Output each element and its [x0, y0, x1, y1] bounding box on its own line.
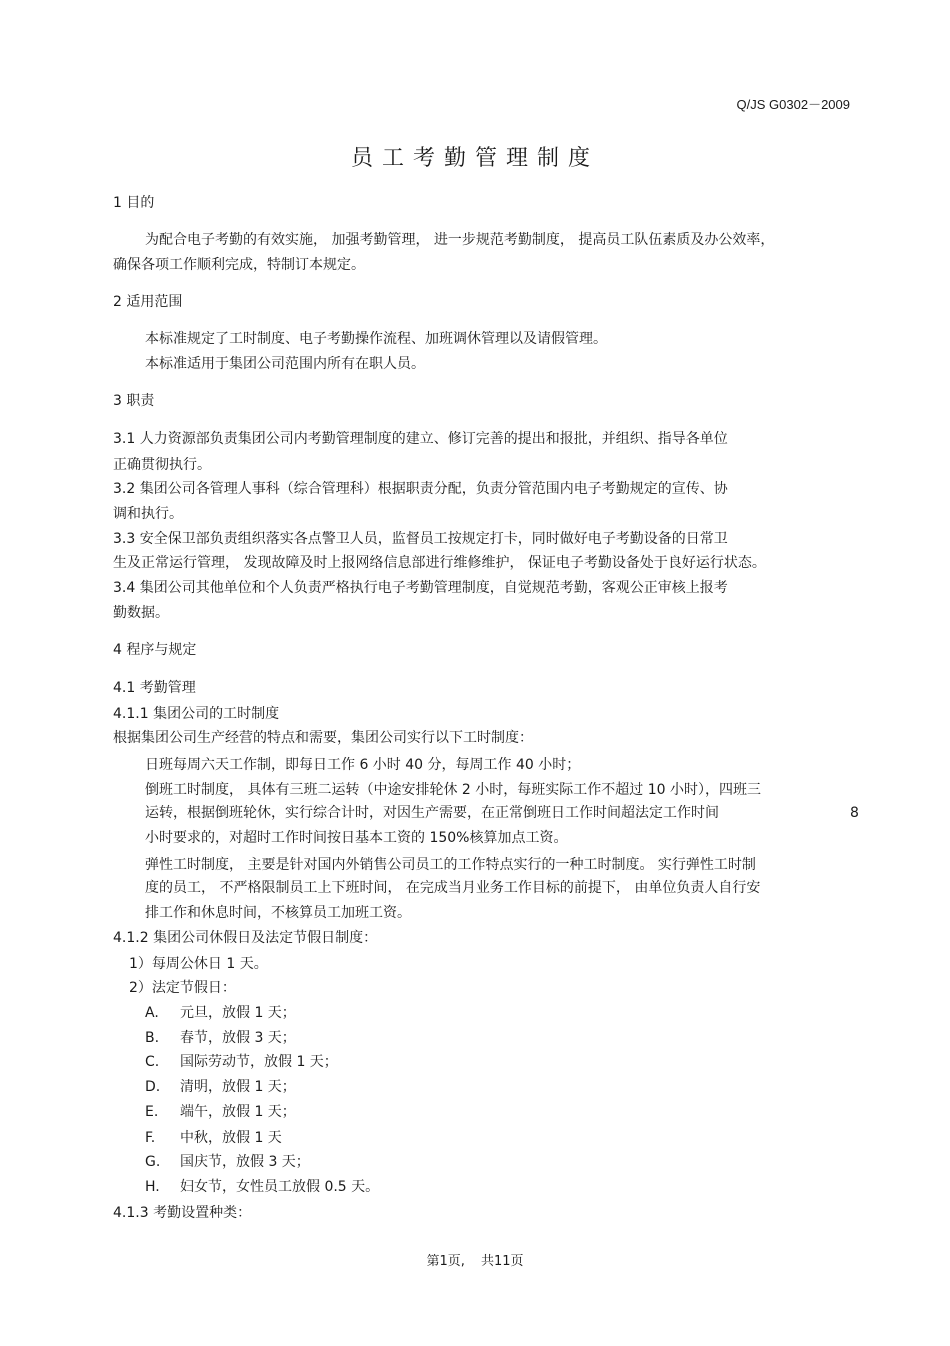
list-marker: A. — [145, 1005, 159, 1021]
paragraph-line: 日班每周六天工作制，即每日工作 6 小时 40 分，每周工作 40 小时； — [145, 757, 581, 773]
section-heading: 3 职责 — [113, 393, 155, 409]
paragraph-line: 小时要求的，对超时工作时间按日基本工资的 150%核算加点工资。 — [145, 830, 568, 846]
paragraph-line: 生及正常运行管理， 发现故障及时上报网络信息部进行维修维护， 保证电子考勤设备处于良好运行状态。 — [113, 555, 766, 571]
paragraph-line: 正确贯彻执行。 — [113, 457, 211, 473]
page-footer — [0, 1250, 950, 1269]
list-item: 妇女节，女性员工放假 0.5 天。 — [180, 1179, 380, 1195]
paragraph-line: 调和执行。 — [113, 506, 183, 522]
list-item: 中秋，放假 1 天 — [180, 1130, 282, 1146]
paragraph-line: 度的员工， 不严格限制员工上下班时间， 在完成当月业务工作目标的前提下， 由单位负责人自行安 — [145, 880, 761, 896]
section-heading: 1 目的 — [113, 195, 155, 211]
list-marker: F. — [145, 1130, 156, 1146]
paragraph-line: 3.4 集团公司其他单位和个人负责严格执行电子考勤管理制度，自觉规范考勤，客观公正审核上报考 — [113, 580, 728, 596]
paragraph-line: 8 — [850, 805, 859, 821]
list-marker: D. — [145, 1079, 161, 1095]
paragraph-line: 确保各项工作顺利完成，特制订本规定。 — [113, 257, 365, 273]
subsection-heading: 4.1 考勤管理 — [113, 680, 196, 696]
paragraph-line: 本标准规定了工时制度、电子考勤操作流程、加班调休管理以及请假管理。 — [145, 331, 607, 347]
list-item: 元旦，放假 1 天； — [180, 1005, 296, 1021]
paragraph-line: 3.2 集团公司各管理人事科（综合管理科）根据职责分配，负责分管范围内电子考勤规定的宣传、协 — [113, 481, 728, 497]
subsection-heading: 4.1.3 考勤设置种类： — [113, 1205, 252, 1221]
paragraph-line: 3.1 人力资源部负责集团公司内考勤管理制度的建立、修订完善的提出和报批，并组织、指导各单位 — [113, 431, 728, 447]
paragraph-line: 排工作和休息时间，不核算员工加班工资。 — [145, 905, 411, 921]
section-heading: 2 适用范围 — [113, 294, 183, 310]
list-item: 清明，放假 1 天； — [180, 1079, 296, 1095]
document-number: Q/JS G0302－2009 — [736, 97, 850, 112]
list-marker: G. — [145, 1154, 161, 1170]
list-item: 国庆节，放假 3 天； — [180, 1154, 310, 1170]
page-number: 第1页, — [426, 1254, 465, 1269]
list-item: 2）法定节假日： — [129, 980, 236, 996]
list-marker: H. — [145, 1179, 160, 1195]
list-marker: C. — [145, 1054, 160, 1070]
paragraph-line: 运转，根据倒班轮休，实行综合计时，对因生产需要，在正常倒班日工作时间超法定工作时间 — [145, 805, 719, 821]
list-item: 国际劳动节，放假 1 天； — [180, 1054, 338, 1070]
list-item: 端午，放假 1 天； — [180, 1104, 296, 1120]
paragraph-line: 倒班工时制度， 具体有三班二运转（中途安排轮休 2 小时，每班实际工作不超过 10 小时），四班三 — [145, 782, 761, 798]
section-heading: 4 程序与规定 — [113, 642, 197, 658]
list-item: 1）每周公休日 1 天。 — [129, 956, 268, 972]
paragraph-line: 根据集团公司生产经营的特点和需要，集团公司实行以下工时制度： — [113, 730, 533, 746]
paragraph-line: 勤数据。 — [113, 605, 169, 621]
paragraph-line: 本标准适用于集团公司范围内所有在职人员。 — [145, 356, 425, 372]
paragraph-line: 3.3 安全保卫部负责组织落实各点警卫人员，监督员工按规定打卡，同时做好电子考勤设备的日常卫 — [113, 531, 728, 547]
subsection-heading: 4.1.2 集团公司休假日及法定节假日制度： — [113, 930, 378, 946]
list-marker: E. — [145, 1104, 159, 1120]
subsection-heading: 4.1.1 集团公司的工时制度 — [113, 706, 280, 722]
page-total: 共11页 — [481, 1254, 524, 1269]
paragraph-line: 弹性工时制度， 主要是针对国内外销售公司员工的工作特点实行的一种工时制度。 实行弹性工时制 — [145, 857, 756, 873]
list-item: 春节，放假 3 天； — [180, 1030, 296, 1046]
list-marker: B. — [145, 1030, 160, 1046]
paragraph-line: 为配合电子考勤的有效实施， 加强考勤管理， 进一步规范考勤制度， 提高员工队伍素质及办公效率， — [145, 232, 775, 248]
document-title: 员工考勤管理制度 — [350, 146, 599, 171]
